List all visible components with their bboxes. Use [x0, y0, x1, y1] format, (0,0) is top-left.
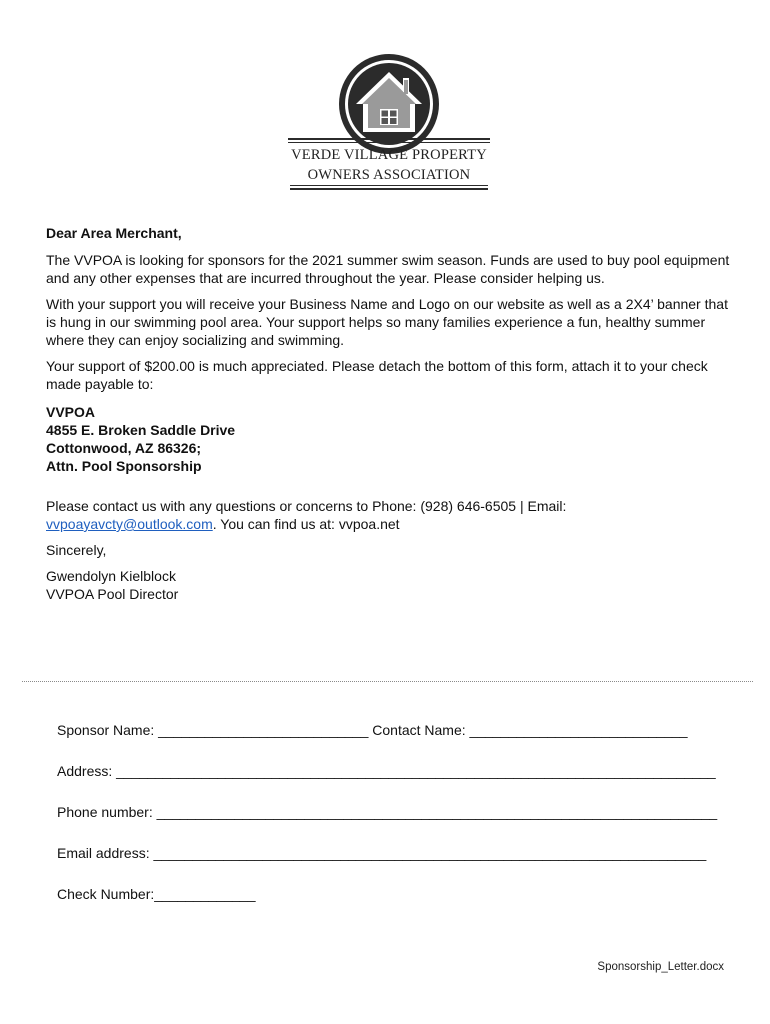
contact-suffix: . You can find us at: vvpoa.net	[212, 516, 400, 532]
address-field: Address: _____________________________________________________________________________	[57, 763, 716, 779]
phone-field: Phone number: ________________________________________________________________________	[57, 804, 718, 820]
address-line-3: Cottonwood, AZ 86326;	[46, 440, 202, 456]
sponsor-contact-name-field: Sponsor Name: ___________________________ Contact Name: ____________________________	[57, 722, 688, 738]
address-line-2: 4855 E. Broken Saddle Drive	[46, 422, 236, 438]
detach-line	[22, 681, 753, 682]
contact-info	[46, 497, 736, 533]
logo-text-line2: OWNERS ASSOCIATION	[307, 167, 471, 183]
check-number-field: Check Number:_____________	[57, 886, 256, 902]
address-line-1: VVPOA	[46, 404, 96, 420]
paragraph-2: With your support you will receive your Business Name and Logo on our website as well as a 2X4’ banner that is hung in our swimming pool area. Your support helps so many families experience a fun, healthy summer where they can enjoy socializing and swimming.	[46, 296, 728, 348]
contact-prefix: Please contact us with any questions or concerns to Phone: (928) 646-6505 | Email:	[46, 498, 567, 514]
footer-filename: Sponsorship_Letter.docx	[597, 961, 724, 973]
sponsor-form	[57, 722, 747, 927]
association-logo	[288, 52, 490, 194]
email-field: Email address: _______________________________________________________________________	[57, 845, 707, 861]
paragraph-1: The VVPOA is looking for sponsors for the 2021 summer swim season. Funds are used to buy pool equipment and any other expenses that are incurred throughout the year. Please consider helping us.	[46, 252, 730, 286]
email-link[interactable]: vvpoayavcty@outlook.com	[46, 516, 213, 532]
signature-block	[46, 567, 736, 603]
paragraph-3: Your support of $200.00 is much appreciated. Please detach the bottom of this form, attach it to your check made payable to:	[46, 358, 708, 392]
greeting: Dear Area Merchant,	[46, 225, 182, 241]
signer-title: VVPOA Pool Director	[46, 586, 179, 602]
closing: Sincerely,	[46, 542, 107, 558]
letter-body	[46, 224, 736, 603]
logo-text-line1: VERDE VILLAGE PROPERTY	[291, 147, 487, 163]
mailing-address	[46, 403, 736, 475]
address-line-4: Attn. Pool Sponsorship	[46, 458, 202, 474]
signer-name: Gwendolyn Kielblock	[46, 568, 176, 584]
